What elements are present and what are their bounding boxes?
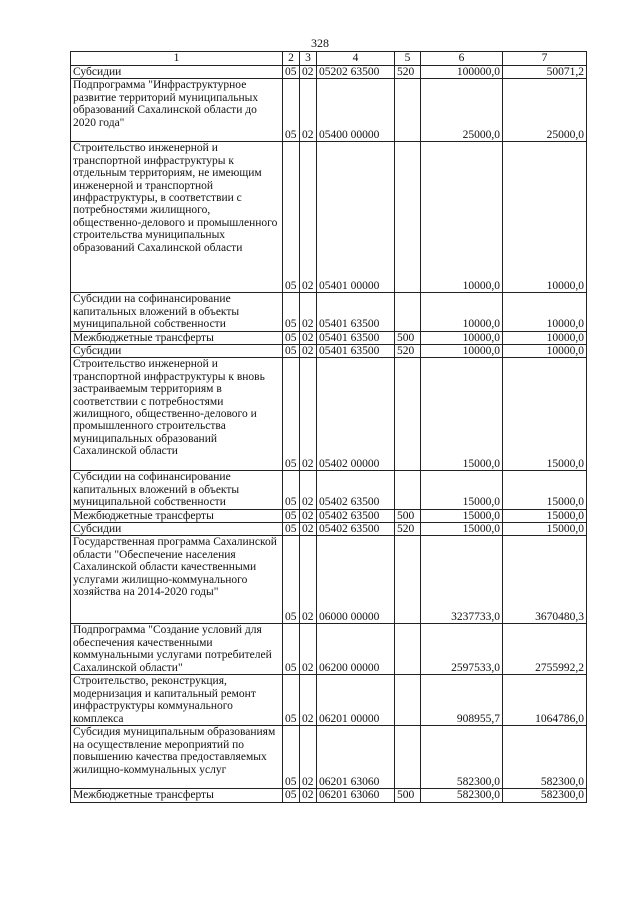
expense-type-code: 500 <box>395 789 421 802</box>
target-article-code: 05401 63500 <box>317 331 395 344</box>
subsection-code: 02 <box>300 789 317 802</box>
target-article-code: 06000 00000 <box>317 536 395 624</box>
target-article-code: 05402 63500 <box>317 471 395 509</box>
column-header: 6 <box>421 52 503 66</box>
subsection-code: 02 <box>300 536 317 624</box>
section-code: 05 <box>283 624 300 675</box>
expense-type-code <box>395 536 421 624</box>
table-row <box>71 624 587 675</box>
expense-type-code <box>395 675 421 726</box>
amount-year-1: 10000,0 <box>421 142 503 293</box>
expense-type-code: 500 <box>395 509 421 522</box>
row-name: Межбюджетные трансферты <box>71 331 283 344</box>
target-article-code: 06200 00000 <box>317 624 395 675</box>
row-name: Строительство, реконструкция, модернизация и капитальный ремонт инфраструктуры коммунального комплекса <box>71 675 283 726</box>
row-name: Субсидии на софинансирование капитальных вложений в объекты муниципальной собственности <box>71 471 283 509</box>
table-row <box>71 789 587 802</box>
table-row <box>71 536 587 624</box>
amount-year-1: 15000,0 <box>421 509 503 522</box>
page-number: 328 <box>311 36 329 50</box>
row-name: Межбюджетные трансферты <box>71 509 283 522</box>
amount-year-2: 15000,0 <box>503 523 587 536</box>
row-name: Подпрограмма "Создание условий для обеспечения качественными коммунальными услугами потребителей Сахалинской области" <box>71 624 283 675</box>
target-article-code: 05401 63500 <box>317 293 395 331</box>
subsection-code: 02 <box>300 523 317 536</box>
amount-year-1: 908955,7 <box>421 675 503 726</box>
expense-type-code <box>395 726 421 789</box>
amount-year-2: 10000,0 <box>503 331 587 344</box>
expense-type-code <box>395 624 421 675</box>
amount-year-1: 2597533,0 <box>421 624 503 675</box>
amount-year-2: 3670480,3 <box>503 536 587 624</box>
amount-year-1: 25000,0 <box>421 79 503 142</box>
amount-year-2: 10000,0 <box>503 293 587 331</box>
section-code: 05 <box>283 536 300 624</box>
amount-year-1: 10000,0 <box>421 293 503 331</box>
amount-year-2: 10000,0 <box>503 142 587 293</box>
row-name: Субсидии <box>71 345 283 358</box>
subsection-code: 02 <box>300 509 317 522</box>
amount-year-2: 50071,2 <box>503 66 587 79</box>
header-row <box>71 52 587 66</box>
section-code: 05 <box>283 331 300 344</box>
target-article-code: 06201 63060 <box>317 726 395 789</box>
subsection-code: 02 <box>300 345 317 358</box>
section-code: 05 <box>283 358 300 471</box>
section-code: 05 <box>283 293 300 331</box>
amount-year-2: 15000,0 <box>503 471 587 509</box>
table-row <box>71 142 587 293</box>
table-row <box>71 345 587 358</box>
column-header: 7 <box>503 52 587 66</box>
table-row <box>71 293 587 331</box>
amount-year-1: 582300,0 <box>421 789 503 802</box>
amount-year-2: 10000,0 <box>503 345 587 358</box>
expense-type-code: 520 <box>395 345 421 358</box>
amount-year-1: 10000,0 <box>421 331 503 344</box>
target-article-code: 05402 00000 <box>317 358 395 471</box>
subsection-code: 02 <box>300 66 317 79</box>
section-code: 05 <box>283 142 300 293</box>
amount-year-1: 15000,0 <box>421 471 503 509</box>
section-code: 05 <box>283 79 300 142</box>
amount-year-2: 25000,0 <box>503 79 587 142</box>
table-row <box>71 509 587 522</box>
column-header: 2 <box>283 52 300 66</box>
amount-year-2: 582300,0 <box>503 726 587 789</box>
expense-type-code: 500 <box>395 331 421 344</box>
target-article-code: 05401 63500 <box>317 345 395 358</box>
target-article-code: 05402 63500 <box>317 509 395 522</box>
target-article-code: 05400 00000 <box>317 79 395 142</box>
amount-year-2: 1064786,0 <box>503 675 587 726</box>
table-row <box>71 471 587 509</box>
target-article-code: 05401 00000 <box>317 142 395 293</box>
target-article-code: 06201 63060 <box>317 789 395 802</box>
table-row <box>71 675 587 726</box>
expense-type-code: 520 <box>395 523 421 536</box>
row-name: Субсидии <box>71 523 283 536</box>
subsection-code: 02 <box>300 79 317 142</box>
expense-type-code <box>395 79 421 142</box>
section-code: 05 <box>283 471 300 509</box>
budget-table <box>70 51 587 803</box>
row-name: Субсидии <box>71 66 283 79</box>
column-header: 4 <box>317 52 395 66</box>
subsection-code: 02 <box>300 331 317 344</box>
target-article-code: 05202 63500 <box>317 66 395 79</box>
subsection-code: 02 <box>300 471 317 509</box>
section-code: 05 <box>283 675 300 726</box>
expense-type-code: 520 <box>395 66 421 79</box>
table-row <box>71 726 587 789</box>
section-code: 05 <box>283 726 300 789</box>
amount-year-1: 582300,0 <box>421 726 503 789</box>
table-row <box>71 523 587 536</box>
row-name: Государственная программа Сахалинской области "Обеспечение населения Сахалинской области качественными услугами жилищно-коммунального хозяйства на 2014-2020 годы" <box>71 536 283 624</box>
row-name: Строительство инженерной и транспортной инфраструктуры к вновь застраиваемым территориям в соответствии с потребностями жилищного, общественно-делового и промышленного строительства муниципальных образований Сахалинской области <box>71 358 283 471</box>
section-code: 05 <box>283 345 300 358</box>
amount-year-2: 582300,0 <box>503 789 587 802</box>
section-code: 05 <box>283 509 300 522</box>
section-code: 05 <box>283 523 300 536</box>
amount-year-2: 15000,0 <box>503 509 587 522</box>
column-header: 3 <box>300 52 317 66</box>
subsection-code: 02 <box>300 142 317 293</box>
target-article-code: 06201 00000 <box>317 675 395 726</box>
section-code: 05 <box>283 789 300 802</box>
amount-year-1: 15000,0 <box>421 358 503 471</box>
amount-year-1: 3237733,0 <box>421 536 503 624</box>
expense-type-code <box>395 293 421 331</box>
row-name: Подпрограмма "Инфраструктурное развитие территорий муниципальных образований Сахалинской области до 2020 года" <box>71 79 283 142</box>
target-article-code: 05402 63500 <box>317 523 395 536</box>
row-name: Субсидия муниципальным образованиям на осуществление мероприятий по повышению качества предоставляемых жилищно-коммунальных услуг <box>71 726 283 789</box>
subsection-code: 02 <box>300 726 317 789</box>
column-header: 1 <box>71 52 283 66</box>
subsection-code: 02 <box>300 624 317 675</box>
table-row <box>71 331 587 344</box>
table-row <box>71 66 587 79</box>
row-name: Строительство инженерной и транспортной инфраструктуры к отдельным территориям, не имеющим инженерной и транспортной инфраструктуры, в соответствии с потребностями жилищного, общественно-делового и промышленного строительства муниципальных образований Сахалинской области <box>71 142 283 293</box>
column-header: 5 <box>395 52 421 66</box>
row-name: Межбюджетные трансферты <box>71 789 283 802</box>
subsection-code: 02 <box>300 358 317 471</box>
amount-year-1: 15000,0 <box>421 523 503 536</box>
amount-year-1: 100000,0 <box>421 66 503 79</box>
expense-type-code <box>395 471 421 509</box>
subsection-code: 02 <box>300 675 317 726</box>
amount-year-2: 2755992,2 <box>503 624 587 675</box>
row-name: Субсидии на софинансирование капитальных вложений в объекты муниципальной собственности <box>71 293 283 331</box>
subsection-code: 02 <box>300 293 317 331</box>
amount-year-1: 10000,0 <box>421 345 503 358</box>
table-row <box>71 79 587 142</box>
section-code: 05 <box>283 66 300 79</box>
amount-year-2: 15000,0 <box>503 358 587 471</box>
expense-type-code <box>395 142 421 293</box>
table-row <box>71 358 587 471</box>
expense-type-code <box>395 358 421 471</box>
